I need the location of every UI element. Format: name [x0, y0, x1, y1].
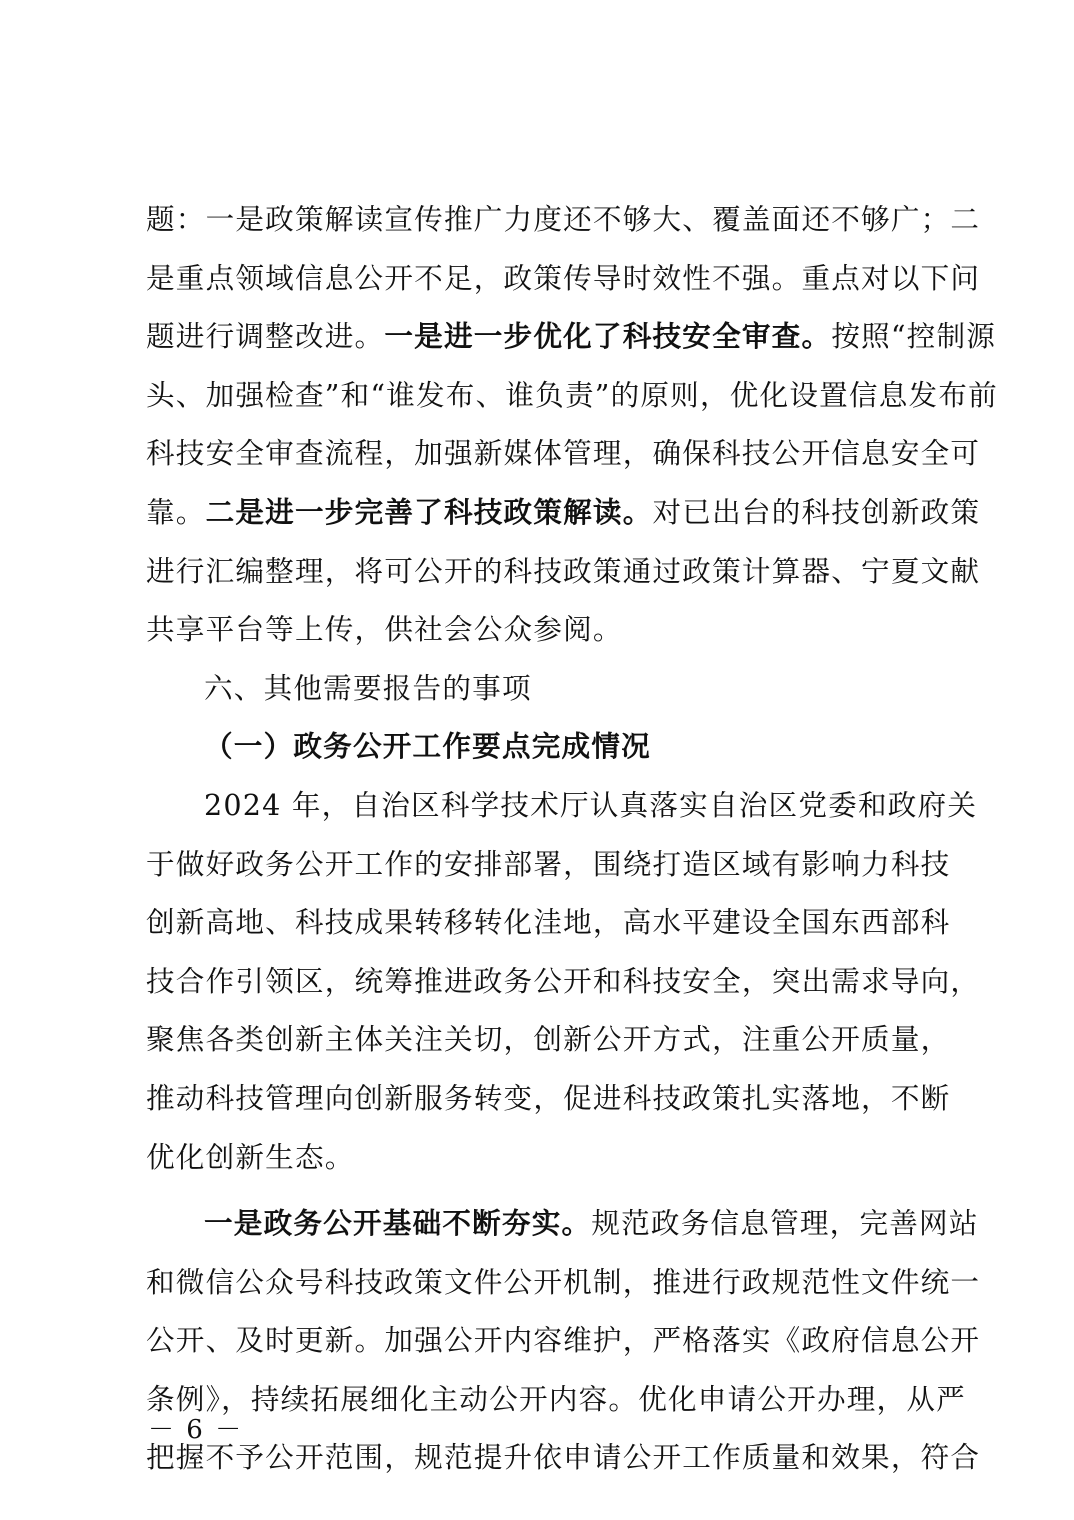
heading-six: 六、其他需要报告的事项 — [204, 670, 532, 705]
text-run: 按照“控制源 — [831, 319, 997, 354]
bold-lead-policy: 二是进一步完善了科技政策解读。 — [205, 494, 653, 529]
text-run: 规范政务信息管理，完善网站 — [591, 1206, 979, 1241]
text-line: 进行汇编整理，将可公开的科技政策通过政策计算器、宁夏文献 — [146, 553, 981, 588]
text-line: 共享平台等上传，供社会公众参阅。 — [146, 612, 623, 647]
text-line: 聚焦各类创新主体关注关切，创新公开方式，注重公开质量， — [146, 1022, 951, 1057]
subheading-one: （一）政务公开工作要点完成情况 — [204, 729, 651, 764]
text-line: 于做好政务公开工作的安排部署，围绕打造区域有影响力科技 — [146, 846, 951, 881]
text-line: 创新高地、科技成果转移转化洼地，高水平建设全国东西部科 — [146, 905, 951, 940]
text-line: 科技安全审查流程，加强新媒体管理，确保科技公开信息安全可 — [146, 436, 981, 471]
text-line — [146, 1194, 979, 1253]
text-line: 是重点领域信息公开不足，政策传导时效性不强。重点对以下问 — [146, 260, 981, 295]
text-line: 条例》，持续拓展细化主动公开内容。优化申请公开办理，从严 — [146, 1381, 966, 1416]
text-line: 把握不予公开范围，规范提升依申请公开工作质量和效果，符合 — [146, 1440, 981, 1475]
text-run: 对已出台的科技创新政策 — [652, 494, 981, 529]
subsection-heading — [146, 717, 926, 776]
text-line: 和微信公众号科技政策文件公开机制，推进行政规范性文件统一 — [146, 1264, 981, 1299]
bold-lead-basis: 一是政务公开基础不断夯实。 — [204, 1206, 592, 1241]
intro-paragraph — [146, 190, 998, 659]
text-line: 2024 年，自治区科学技术厅认真落实自治区党委和政府关 — [204, 787, 978, 822]
text-line — [146, 307, 997, 366]
paragraph-2024 — [146, 776, 981, 1186]
paragraph-basis — [146, 1194, 981, 1487]
text-run: 靠。 — [146, 494, 206, 529]
page-number: － 6 － — [148, 1415, 244, 1445]
text-line — [146, 483, 981, 542]
text-line: 头、加强检查”和“谁发布、谁负责”的原则，优化设置信息发布前 — [146, 377, 998, 412]
text-line: 推动科技管理向创新服务转变，促进科技政策扎实落地，不断 — [146, 1080, 951, 1115]
text-run: 题进行调整改进。 — [146, 319, 385, 354]
text-line: 优化创新生态。 — [146, 1139, 355, 1174]
section-heading — [146, 659, 926, 718]
text-line: 题：一是政策解读宣传推广力度还不够大、覆盖面还不够广；二 — [146, 202, 981, 236]
bold-lead-review: 一是进一步优化了科技安全审查。 — [384, 319, 832, 354]
text-line: 技合作引领区，统筹推进政务公开和科技安全，突出需求导向， — [146, 963, 981, 998]
document-body — [146, 190, 998, 1487]
text-line: 公开、及时更新。加强公开内容维护，严格落实《政府信息公开 — [146, 1323, 981, 1358]
